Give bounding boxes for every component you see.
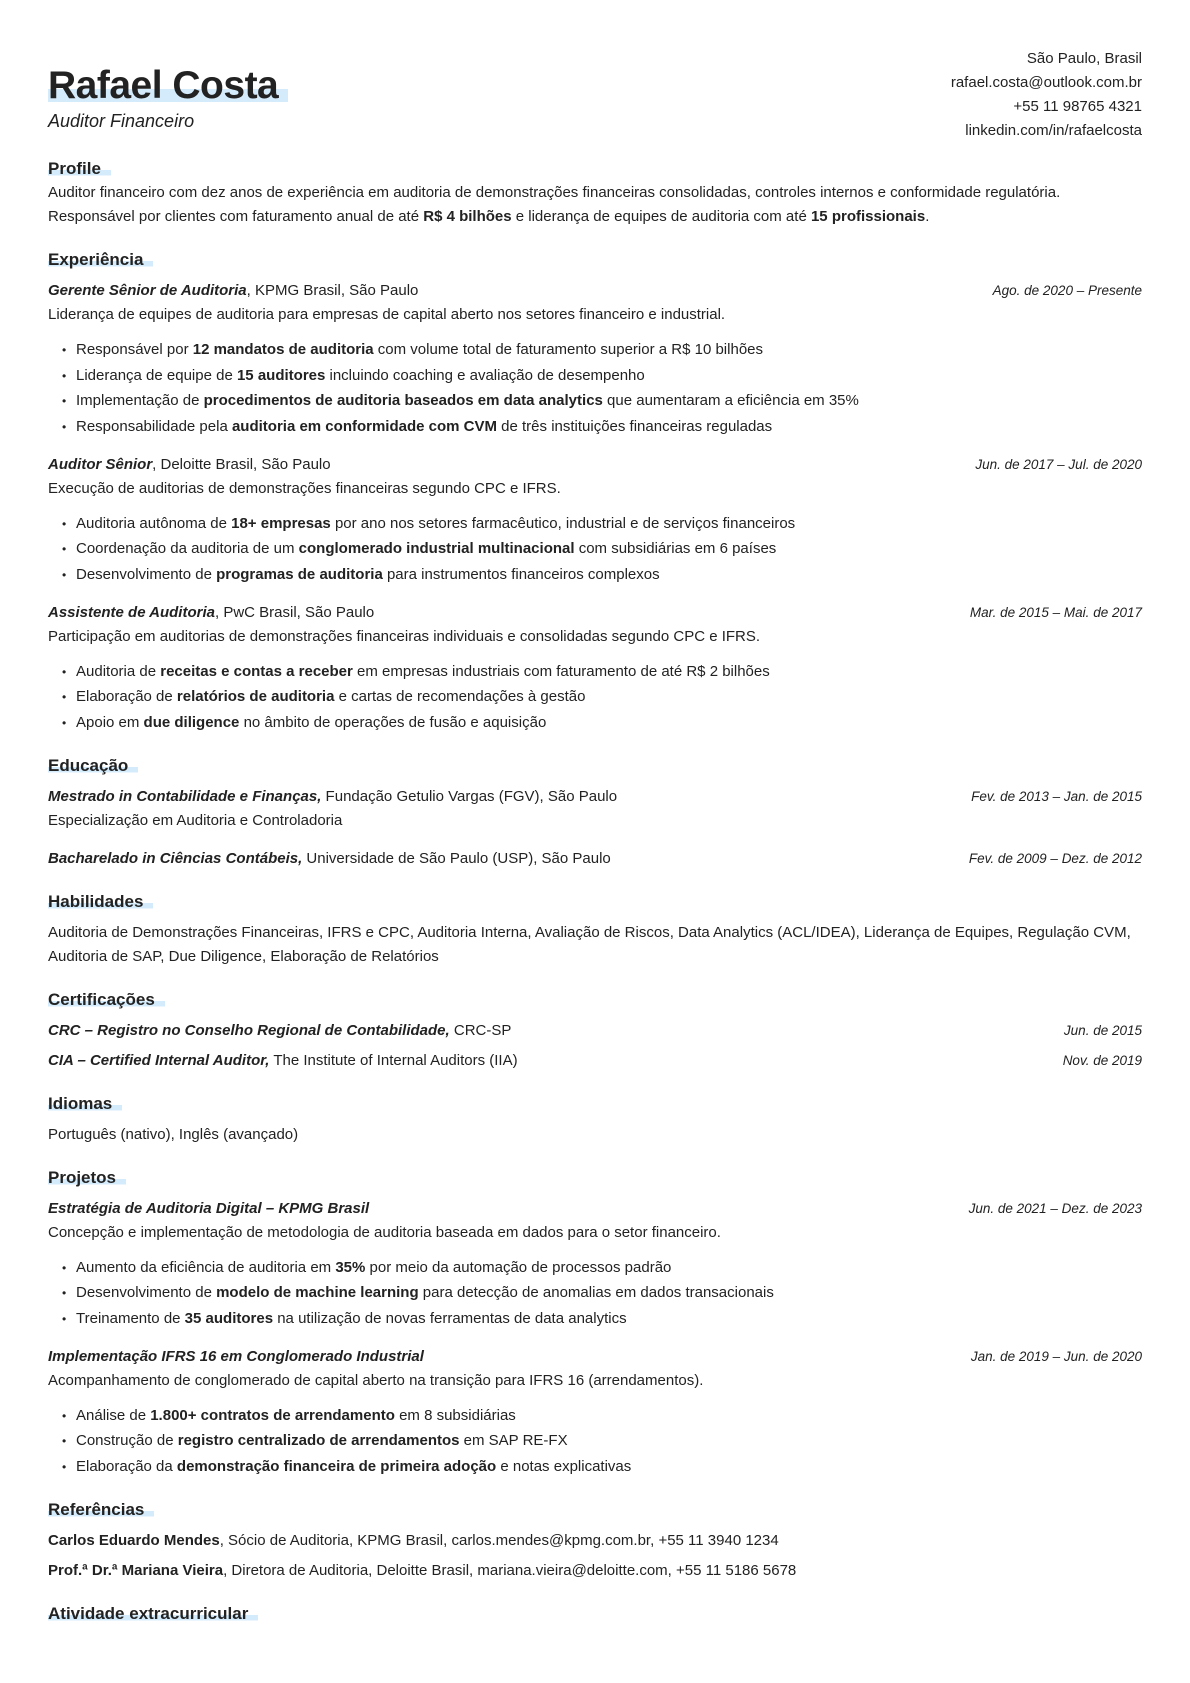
text-run: , Sócio de Auditoria, KPMG Brasil, carlos.mendes@kpmg.com.br, +55 11 3940 1234 xyxy=(219,1531,779,1549)
bold-text: 1.800+ contratos de arrendamento xyxy=(150,1406,395,1424)
bullet-item xyxy=(76,512,1142,536)
bold-text: 35 auditores xyxy=(184,1309,274,1327)
bullet-list xyxy=(48,1256,1142,1331)
section-heading-text: Educação xyxy=(48,756,138,775)
skills-list: Auditoria de Demonstrações Financeiras, IFRS e CPC, Auditoria Interna, Avaliação de Riscos, Data Analytics (ACL/IDEA), Liderança de Equipes, Regulação CVM, Auditoria de SAP, Due Diligence, Elaboração de Relatórios xyxy=(48,923,1131,965)
text-run: por meio da automação de processos padrão xyxy=(365,1258,672,1276)
text-run: Responsabilidade pela xyxy=(76,417,232,435)
text-run: na utilização de novas ferramentas de data analytics xyxy=(273,1309,627,1327)
bold-text: 15 auditores xyxy=(236,366,326,384)
entry-description: Execução de auditorias de demonstrações financeiras segundo CPC e IFRS. xyxy=(48,479,561,497)
entry-title: CRC – Registro no Conselho Regional de Contabilidade, xyxy=(48,1021,450,1039)
bullet-item xyxy=(76,389,1142,413)
entry xyxy=(48,601,1142,735)
text-run: para instrumentos financeiros complexos xyxy=(382,565,660,583)
contact-phone: +55 11 98765 4321 xyxy=(1013,98,1142,115)
entry-description: Participação em auditorias de demonstrações financeiras individuais e consolidadas segundo CPC e IFRS. xyxy=(48,627,761,645)
text-run: Análise de xyxy=(76,1406,151,1424)
bold-text: procedimentos de auditoria baseados em data analytics xyxy=(203,392,603,409)
text-run: e cartas de recomendações à gestão xyxy=(334,688,586,705)
contact-info xyxy=(951,47,1142,143)
text-run: e liderança de equipes de auditoria com até xyxy=(511,208,811,225)
entry-title-line xyxy=(48,1049,518,1073)
contact-linkedin[interactable]: linkedin.com/in/rafaelcosta xyxy=(965,122,1142,139)
section-references xyxy=(48,1498,1142,1583)
bullet-item xyxy=(76,711,1142,735)
entry-title: CIA – Certified Internal Auditor, xyxy=(48,1051,270,1069)
text-run: Elaboração de xyxy=(76,688,177,705)
entry-description: Concepção e implementação de metodologia de auditoria baseada em dados para o setor financeiro. xyxy=(48,1223,721,1241)
entry-header xyxy=(48,847,1142,871)
bold-text: registro centralizado de arrendamentos xyxy=(177,1432,460,1449)
bullet-item xyxy=(76,1404,1142,1428)
entry-date: Nov. de 2019 xyxy=(1062,1052,1142,1068)
entry-date: Fev. de 2013 – Jan. de 2015 xyxy=(971,788,1142,804)
bold-text: demonstração financeira de primeira adoção xyxy=(176,1457,497,1475)
entry-title-line xyxy=(48,279,418,303)
bold-text: due diligence xyxy=(143,713,240,731)
section-heading xyxy=(48,1166,1142,1190)
entry-title: Gerente Sênior de Auditoria xyxy=(48,282,247,299)
entry-organization: , Deloitte Brasil, São Paulo xyxy=(152,455,331,473)
entry-organization: Fundação Getulio Vargas (FGV), São Paulo xyxy=(321,787,618,805)
section-heading xyxy=(48,1092,1142,1116)
bold-text: relatórios de auditoria xyxy=(176,688,335,705)
entry xyxy=(48,1197,1142,1331)
entry-title-line xyxy=(48,785,617,809)
bullet-item xyxy=(76,563,1142,587)
bold-text: receitas e contas a receber xyxy=(160,662,353,680)
text-run: Apoio em xyxy=(76,713,144,731)
section-certifications xyxy=(48,988,1142,1073)
contact-location: São Paulo, Brasil xyxy=(1026,50,1142,67)
section-heading xyxy=(48,890,1142,914)
text-run: Auditor financeiro com dez anos de experiência em auditoria de demonstrações financeiras consolidadas, controles internos e conformidade regulatória. Responsável por clientes com faturamento anual de até xyxy=(48,184,1061,225)
section-heading-text: Profile xyxy=(48,159,111,178)
bold-text: Prof.ª Dr.ª Mariana Vieira xyxy=(48,1561,224,1579)
entry-title-line xyxy=(48,847,611,871)
bullet-list xyxy=(48,512,1142,587)
bold-text: R$ 4 bilhões xyxy=(423,208,512,225)
entry-title: Estratégia de Auditoria Digital – KPMG Brasil xyxy=(48,1199,370,1217)
bold-text: 35% xyxy=(335,1258,366,1276)
section-profile xyxy=(48,157,1142,229)
languages-list: Português (nativo), Inglês (avançado) xyxy=(48,1125,299,1143)
entry-date: Jun. de 2017 – Jul. de 2020 xyxy=(975,456,1142,472)
reference-item xyxy=(48,1559,1142,1583)
entry-organization: Universidade de São Paulo (USP), São Paulo xyxy=(302,849,611,867)
entry-header xyxy=(48,279,1142,303)
bullet-item xyxy=(76,1429,1142,1453)
section-heading-text: Certificações xyxy=(48,990,165,1009)
text-run: em SAP RE-FX xyxy=(459,1432,568,1449)
entry-title: Bacharelado in Ciências Contábeis, xyxy=(48,849,303,867)
bold-text: modelo de machine learning xyxy=(216,1284,419,1301)
bold-text: programas de auditoria xyxy=(216,565,383,583)
section-heading xyxy=(48,1602,1142,1626)
section-projects xyxy=(48,1166,1142,1479)
text-run: Construção de xyxy=(76,1432,178,1449)
text-run: no âmbito de operações de fusão e aquisição xyxy=(239,713,547,731)
entry-header xyxy=(48,1019,1142,1043)
section-heading-text: Referências xyxy=(48,1500,154,1519)
entry-organization: , KPMG Brasil, São Paulo xyxy=(246,282,419,299)
text-run: de três instituições financeiras reguladas xyxy=(497,417,773,435)
text-run: Elaboração da xyxy=(76,1457,177,1475)
bullet-item xyxy=(76,1256,1142,1280)
text-run: Liderança de equipe de xyxy=(76,366,237,384)
text-run: com volume total de faturamento superior a R$ 10 bilhões xyxy=(373,341,764,358)
bold-text: conglomerado industrial multinacional xyxy=(298,540,575,557)
section-heading-text: Atividade extracurricular xyxy=(48,1604,258,1623)
entry-date: Ago. de 2020 – Presente xyxy=(992,283,1142,298)
section-heading-text: Idiomas xyxy=(48,1094,122,1113)
entry xyxy=(48,279,1142,439)
entry xyxy=(48,453,1142,587)
text-run: para detecção de anomalias em dados transacionais xyxy=(418,1284,774,1301)
bullet-item xyxy=(76,1455,1142,1479)
section-experience xyxy=(48,248,1142,735)
bullet-item xyxy=(76,1307,1142,1331)
entry-organization: , PwC Brasil, São Paulo xyxy=(214,603,375,621)
text-run: Auditoria de xyxy=(76,662,161,680)
entry-header xyxy=(48,1049,1142,1073)
entry xyxy=(48,1345,1142,1479)
section-heading xyxy=(48,157,1142,181)
section-languages xyxy=(48,1092,1142,1147)
text-run: . xyxy=(925,208,930,225)
entry-description: Liderança de equipes de auditoria para empresas de capital aberto nos setores financeiro e industrial. xyxy=(48,306,726,323)
entry-organization: The Institute of Internal Auditors (IIA) xyxy=(269,1051,518,1069)
section-heading xyxy=(48,1498,1142,1522)
entry xyxy=(48,785,1142,833)
bold-text: 18+ empresas xyxy=(231,514,331,532)
bullet-item xyxy=(76,660,1142,684)
section-extracurricular xyxy=(48,1602,1142,1626)
text-run: , Diretora de Auditoria, Deloitte Brasil, mariana.vieira@deloitte.com, +55 11 5186 5678 xyxy=(223,1561,797,1579)
bullet-item xyxy=(76,338,1142,362)
text-run: Auditoria autônoma de xyxy=(76,514,232,532)
bullet-item xyxy=(76,415,1142,439)
section-heading-text: Experiência xyxy=(48,250,153,269)
entry-header xyxy=(48,785,1142,809)
bullet-item xyxy=(76,537,1142,561)
bullet-item xyxy=(76,1281,1142,1305)
entry-title: Auditor Sênior xyxy=(48,455,153,473)
bold-text: Carlos Eduardo Mendes xyxy=(48,1531,220,1549)
text-run: incluindo coaching e avaliação de desempenho xyxy=(325,366,645,384)
text-run: Desenvolvimento de xyxy=(76,1284,217,1301)
profile-summary xyxy=(48,181,1142,229)
entry-date: Jun. de 2021 – Dez. de 2023 xyxy=(968,1200,1142,1216)
section-heading xyxy=(48,248,1142,272)
entry-title: Mestrado in Contabilidade e Finanças, xyxy=(48,787,322,805)
text-run: em empresas industriais com faturamento de até R$ 2 bilhões xyxy=(352,662,770,680)
bullet-list xyxy=(48,338,1142,439)
resume-body xyxy=(48,157,1142,1633)
text-run: com subsidiárias em 6 países xyxy=(574,540,777,557)
entry-title-line xyxy=(48,1345,424,1369)
entry-organization: CRC-SP xyxy=(449,1021,512,1039)
candidate-title: Auditor Financeiro xyxy=(48,111,195,131)
text-run: Implementação de xyxy=(76,392,204,409)
section-skills xyxy=(48,890,1142,969)
bullet-list xyxy=(48,660,1142,735)
entry-date: Fev. de 2009 – Dez. de 2012 xyxy=(968,850,1142,866)
entry-date: Jun. de 2015 xyxy=(1063,1022,1142,1038)
entry-title-line xyxy=(48,1197,369,1221)
bullet-list xyxy=(48,1404,1142,1479)
text-run: e notas explicativas xyxy=(496,1457,632,1475)
text-run: por ano nos setores farmacêutico, industrial e de serviços financeiros xyxy=(330,514,796,532)
entry-title-line xyxy=(48,1019,511,1043)
entry xyxy=(48,847,1142,871)
entry-header xyxy=(48,601,1142,625)
bold-text: auditoria em conformidade com CVM xyxy=(231,417,497,435)
entry xyxy=(48,1019,1142,1043)
bold-text: 12 mandatos de auditoria xyxy=(192,341,374,358)
bullet-item xyxy=(76,685,1142,709)
entry-header xyxy=(48,1197,1142,1221)
entry-date: Jan. de 2019 – Jun. de 2020 xyxy=(970,1348,1142,1364)
entry-description: Especialização em Auditoria e Controladoria xyxy=(48,811,343,829)
text-run: que aumentaram a eficiência em 35% xyxy=(602,392,859,409)
entry-title: Implementação IFRS 16 em Conglomerado Industrial xyxy=(48,1347,424,1365)
entry-title-line xyxy=(48,601,374,625)
reference-item xyxy=(48,1529,1142,1553)
section-heading-text: Projetos xyxy=(48,1168,126,1187)
entry-header xyxy=(48,453,1142,477)
candidate-name: Rafael Costa xyxy=(48,64,288,108)
text-run: Aumento da eficiência de auditoria em xyxy=(76,1258,336,1276)
section-heading-text: Habilidades xyxy=(48,892,153,911)
text-run: em 8 subsidiárias xyxy=(394,1406,516,1424)
bullet-item xyxy=(76,364,1142,388)
entry-title: Assistente de Auditoria xyxy=(48,603,215,621)
text-run: Treinamento de xyxy=(76,1309,185,1327)
contact-email[interactable]: rafael.costa@outlook.com.br xyxy=(950,74,1142,91)
entry-date: Mar. de 2015 – Mai. de 2017 xyxy=(969,604,1142,620)
entry-description: Acompanhamento de conglomerado de capital aberto na transição para IFRS 16 (arrendamentos). xyxy=(48,1371,704,1389)
text-run: Coordenação da auditoria de um xyxy=(76,540,299,557)
entry-title-line xyxy=(48,453,331,477)
bold-text: 15 profissionais xyxy=(810,208,926,225)
entry-header xyxy=(48,1345,1142,1369)
text-run: Responsável por xyxy=(76,341,193,358)
section-heading xyxy=(48,754,1142,778)
section-heading xyxy=(48,988,1142,1012)
section-education xyxy=(48,754,1142,871)
entry xyxy=(48,1049,1142,1073)
text-run: Desenvolvimento de xyxy=(76,565,217,583)
